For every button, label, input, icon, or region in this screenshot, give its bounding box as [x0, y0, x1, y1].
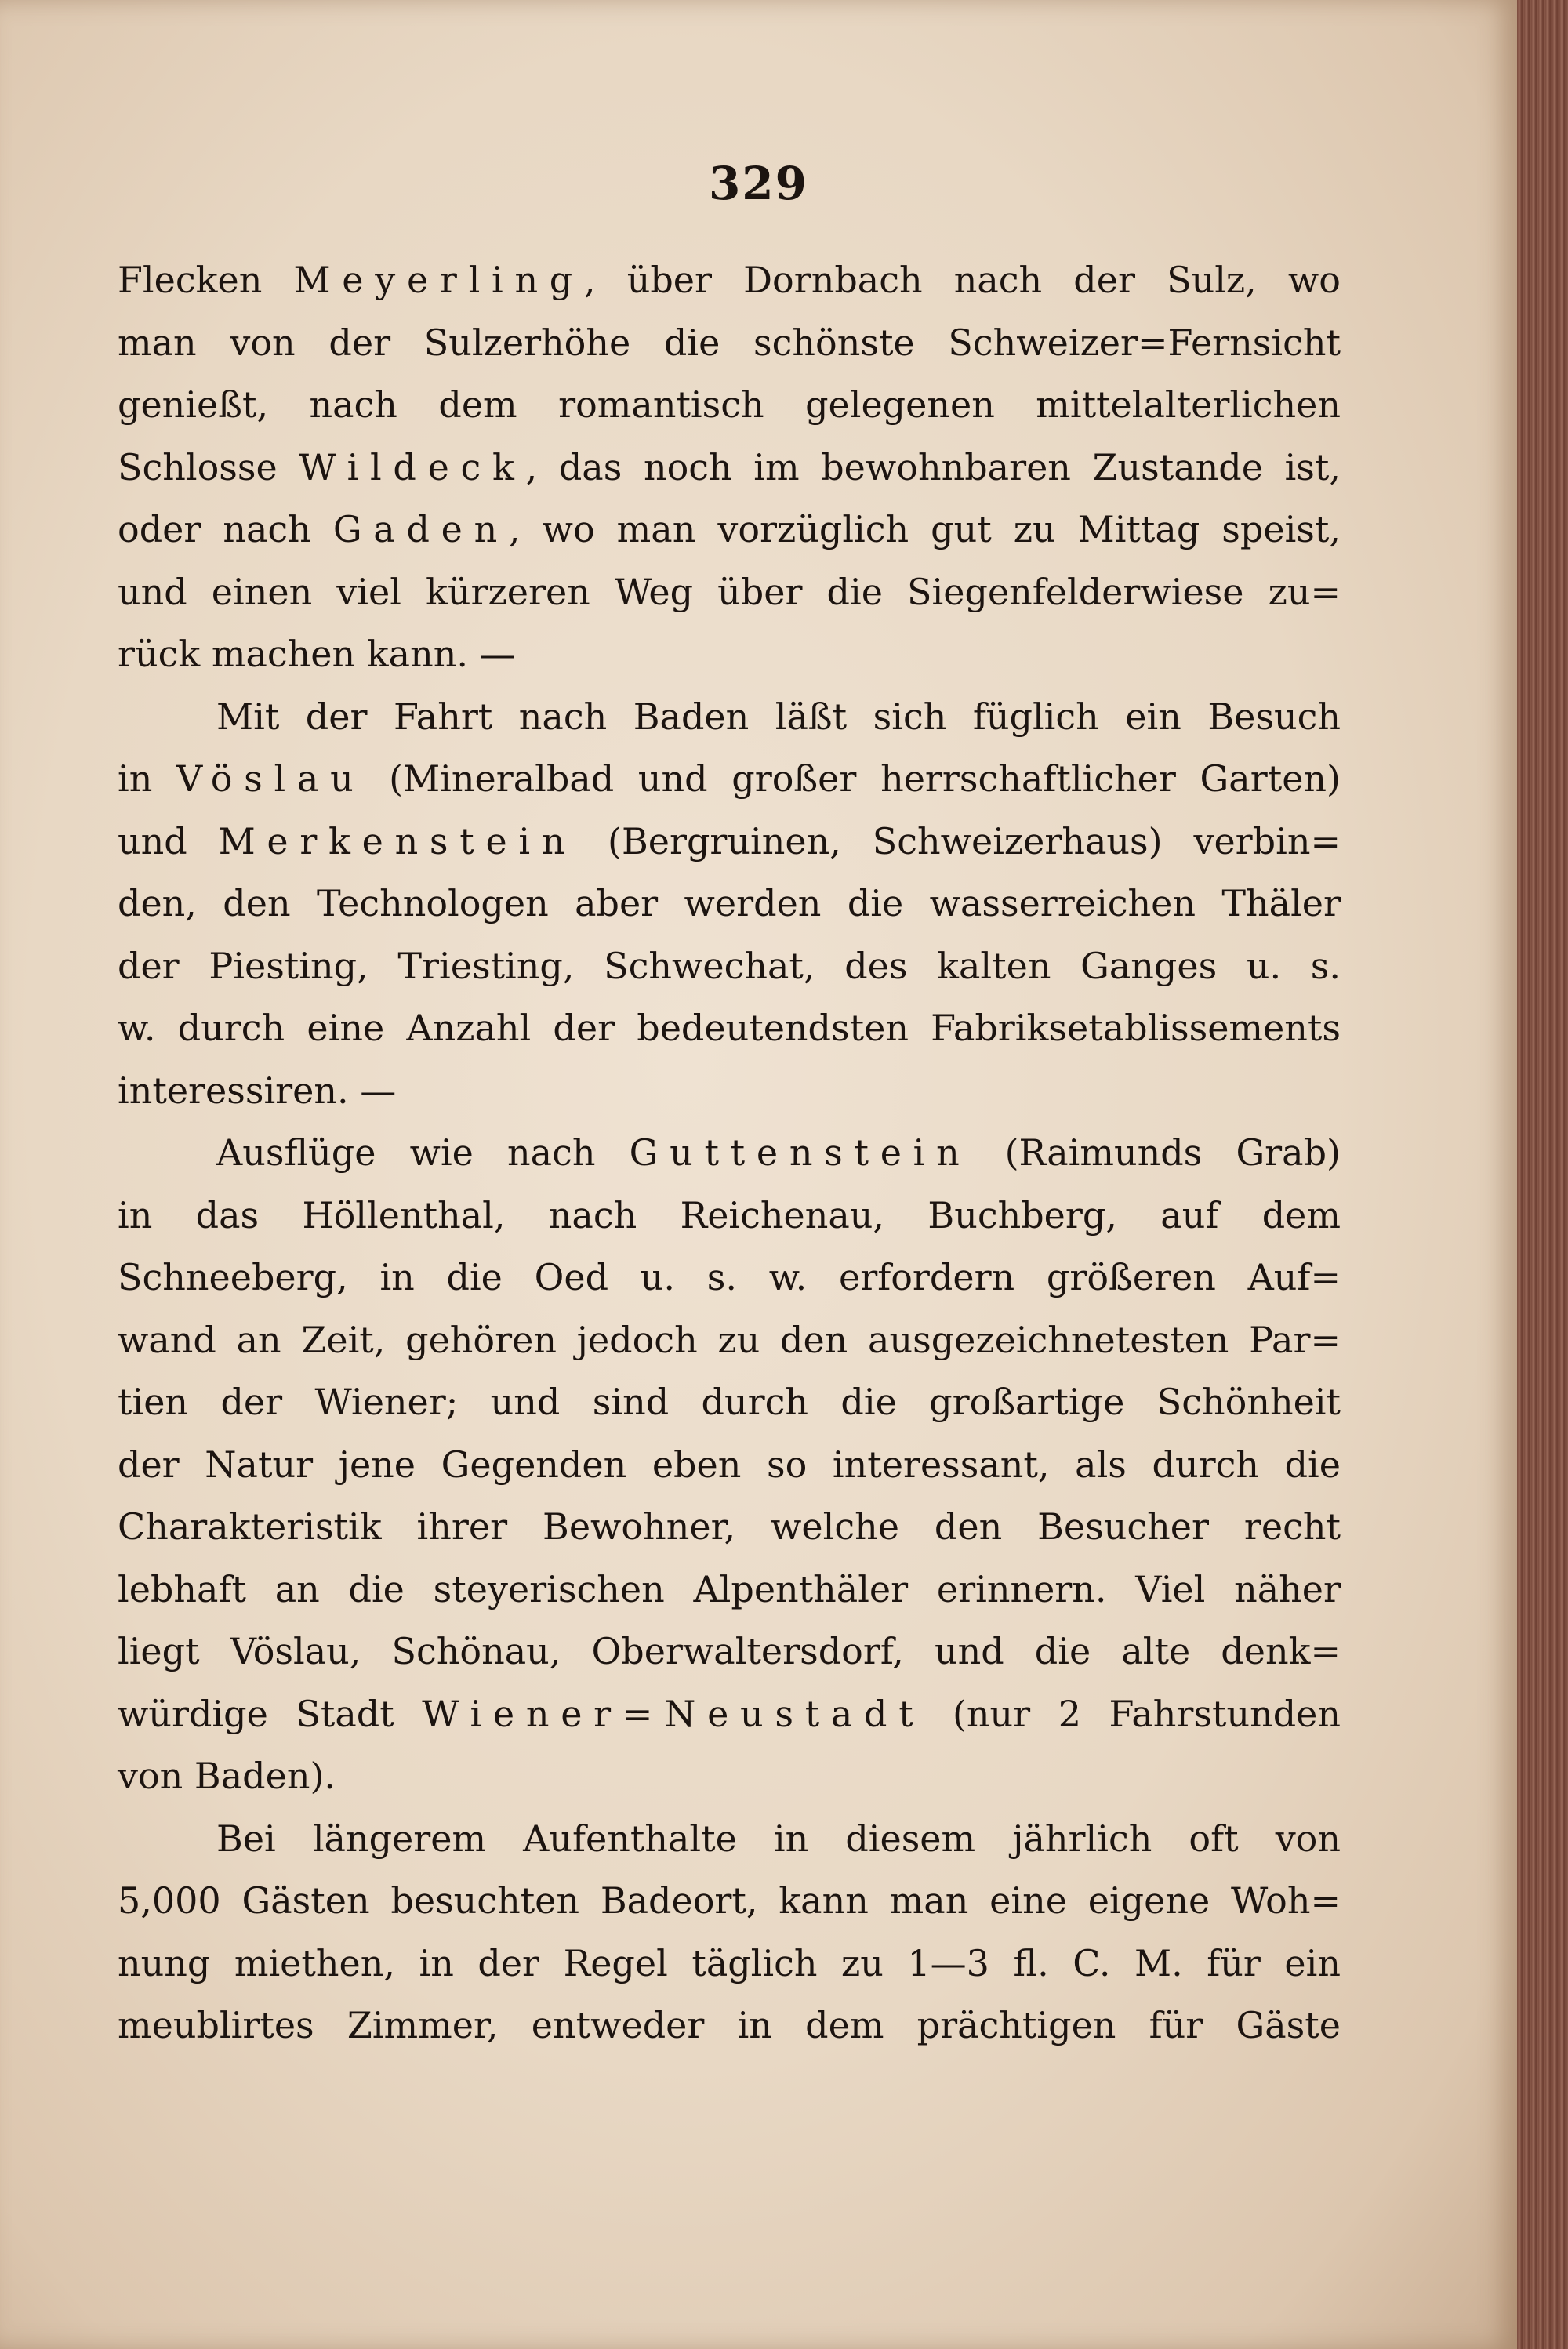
text-line: tien der Wiener; und sind durch die großartige Schönheit	[118, 1381, 1341, 1423]
text-line: oder nach Gaden, wo man vorzüglich gut zu Mittag speist,	[118, 508, 1341, 550]
text-line: in Vöslau (Mineralbad und großer herrschaftlicher Garten)	[118, 757, 1341, 800]
emphasized-name: Merkenstein	[218, 819, 577, 862]
emphasized-name: Meyerling	[293, 259, 584, 301]
text-line: meublirtes Zimmer, entweder in dem prächtigen für Gäste	[118, 2004, 1341, 2046]
text-line: 5,000 Gästen besuchten Badeort, kann man eine eigene Woh=	[118, 1879, 1341, 1922]
text-line: Schneeberg, in die Oed u. s. w. erfordern größeren Auf=	[118, 1256, 1341, 1298]
text-line: der Piesting, Triesting, Schwechat, des kalten Ganges u. s.	[118, 944, 1341, 987]
text-line: Flecken Meyerling, über Dornbach nach der Sulz, wo	[118, 259, 1341, 301]
text-line: wand an Zeit, gehören jedoch zu den ausgezeichnetesten Par=	[118, 1318, 1341, 1361]
text-line: und einen viel kürzeren Weg über die Siegenfelderwiese zu=	[118, 570, 1341, 613]
text-line: lebhaft an die steyerischen Alpenthäler erinnern. Viel näher	[118, 1567, 1341, 1610]
text-line: den, den Technologen aber werden die wasserreichen Thäler	[118, 882, 1341, 924]
text-line: liegt Vöslau, Schönau, Oberwaltersdorf, und die alte denk=	[118, 1630, 1341, 1672]
text-line: und Merkenstein (Bergruinen, Schweizerhaus) verbin=	[118, 819, 1341, 862]
emphasized-name: Gaden	[332, 508, 509, 550]
page-number: 329	[708, 157, 809, 210]
text-line: nung miethen, in der Regel täglich zu 1—3 fl. C. M. für ein	[118, 1941, 1341, 1984]
text-line: von Baden).	[118, 1755, 336, 1797]
text-line: man von der Sulzerhöhe die schönste Schweizer=Fernsicht	[118, 321, 1341, 364]
text-line: interessiren. —	[118, 1069, 397, 1112]
page-edges	[1517, 0, 1568, 2349]
text-line: würdige Stadt Wiener=Neustadt (nur 2 Fahrstunden	[118, 1692, 1341, 1735]
emphasized-name: Vöslau	[176, 757, 365, 800]
body-text	[118, 249, 1341, 2057]
text-line: Charakteristik ihrer Bewohner, welche den Besucher recht	[118, 1505, 1341, 1548]
emphasized-name: Guttenstein	[629, 1131, 971, 1174]
text-line: in das Höllenthal, nach Reichenau, Buchberg, auf dem	[118, 1193, 1341, 1236]
text-line: Bei längerem Aufenthalte in diesem jährlich oft von	[216, 1817, 1341, 1860]
text-line: Ausflüge wie nach Guttenstein (Raimunds Grab)	[216, 1131, 1341, 1174]
emphasized-name: Wildeck	[299, 445, 526, 488]
text-line: genießt, nach dem romantisch gelegenen mittelalterlichen	[118, 383, 1341, 426]
emphasized-name: Wiener=Neustadt	[422, 1692, 925, 1735]
text-line: rück machen kann. —	[118, 633, 516, 675]
text-line: Schlosse Wildeck, das noch im bewohnbaren Zustande ist,	[118, 445, 1341, 488]
text-line: der Natur jene Gegenden eben so interessant, als durch die	[118, 1443, 1341, 1486]
text-line: w. durch eine Anzahl der bedeutendsten Fabriksetablissements	[118, 1007, 1341, 1049]
text-line: Mit der Fahrt nach Baden läßt sich füglich ein Besuch	[216, 695, 1341, 738]
